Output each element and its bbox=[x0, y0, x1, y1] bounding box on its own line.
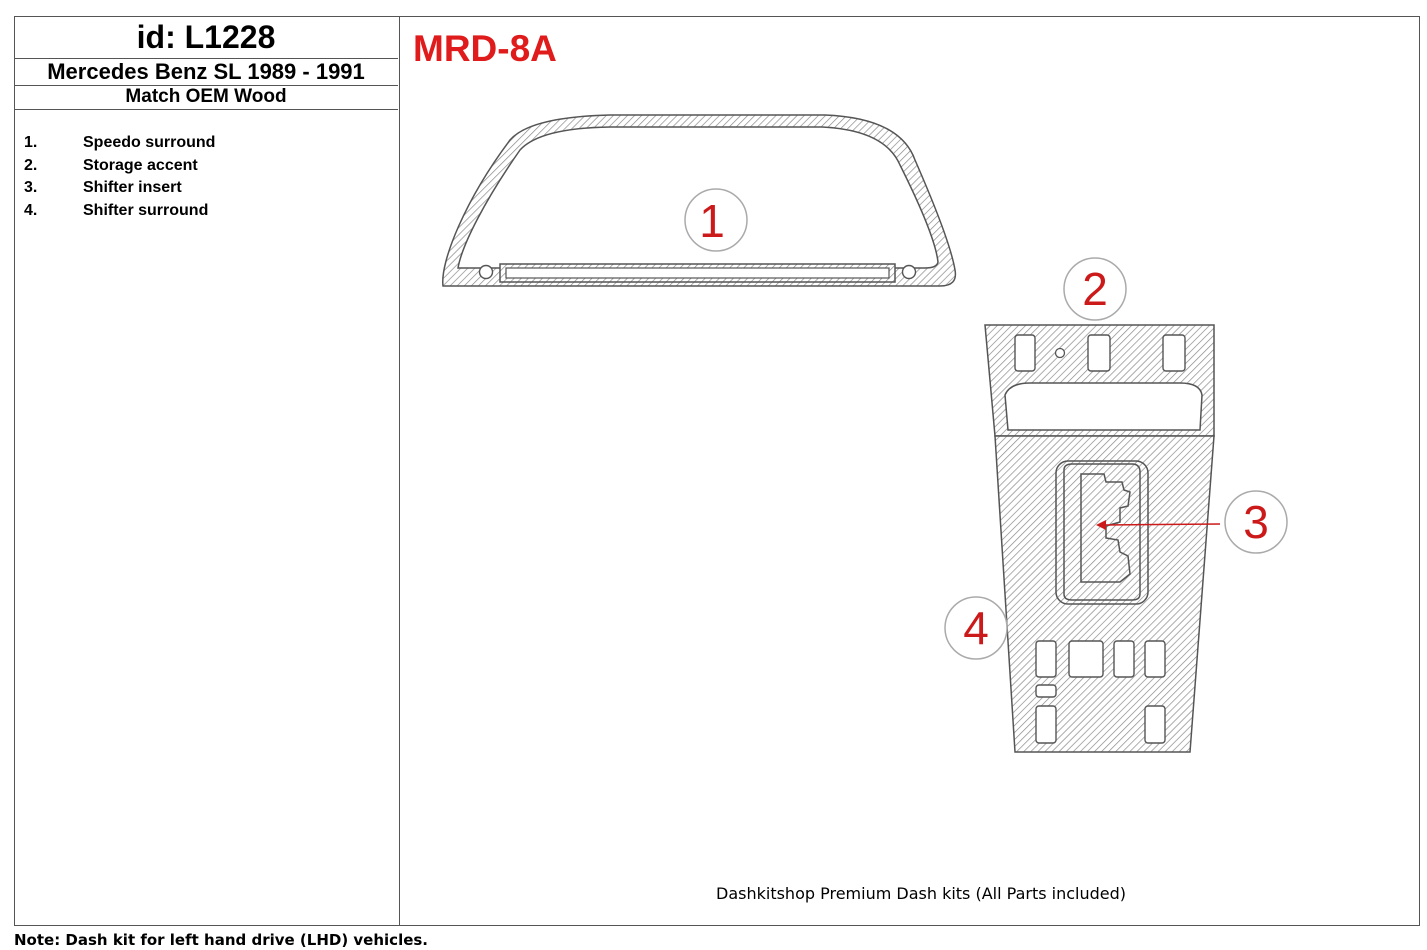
part-name: Storage accent bbox=[83, 156, 198, 174]
kit-code: MRD-8A bbox=[413, 28, 557, 69]
part-name: Speedo surround bbox=[83, 134, 216, 151]
footer-caption: Dashkitshop Premium Dash kits (All Parts included) bbox=[716, 884, 1127, 903]
part-number: 1. bbox=[24, 134, 38, 151]
callout-label: 3 bbox=[1243, 496, 1269, 548]
drive-note: Note: Dash kit for left hand drive (LHD) vehicles. bbox=[14, 931, 429, 949]
callout-label: 1 bbox=[699, 195, 725, 247]
callout-label: 4 bbox=[963, 602, 989, 654]
part-number: 4. bbox=[24, 202, 38, 220]
callout-4 bbox=[945, 597, 1007, 659]
kit-id: id: L1228 bbox=[136, 19, 276, 55]
storage-accent-part bbox=[985, 325, 1214, 436]
callout-2 bbox=[1064, 258, 1126, 320]
vehicle-model: Mercedes Benz SL 1989 - 1991 bbox=[14, 58, 398, 86]
callout-1 bbox=[685, 189, 747, 251]
callout-3 bbox=[1225, 491, 1287, 553]
part-name: Shifter surround bbox=[83, 202, 209, 220]
part-number: 3. bbox=[24, 179, 38, 197]
part-name: Shifter insert bbox=[83, 179, 182, 197]
material-label: Match OEM Wood bbox=[14, 86, 398, 110]
part-number: 2. bbox=[24, 156, 38, 174]
callout-label: 2 bbox=[1082, 263, 1108, 315]
